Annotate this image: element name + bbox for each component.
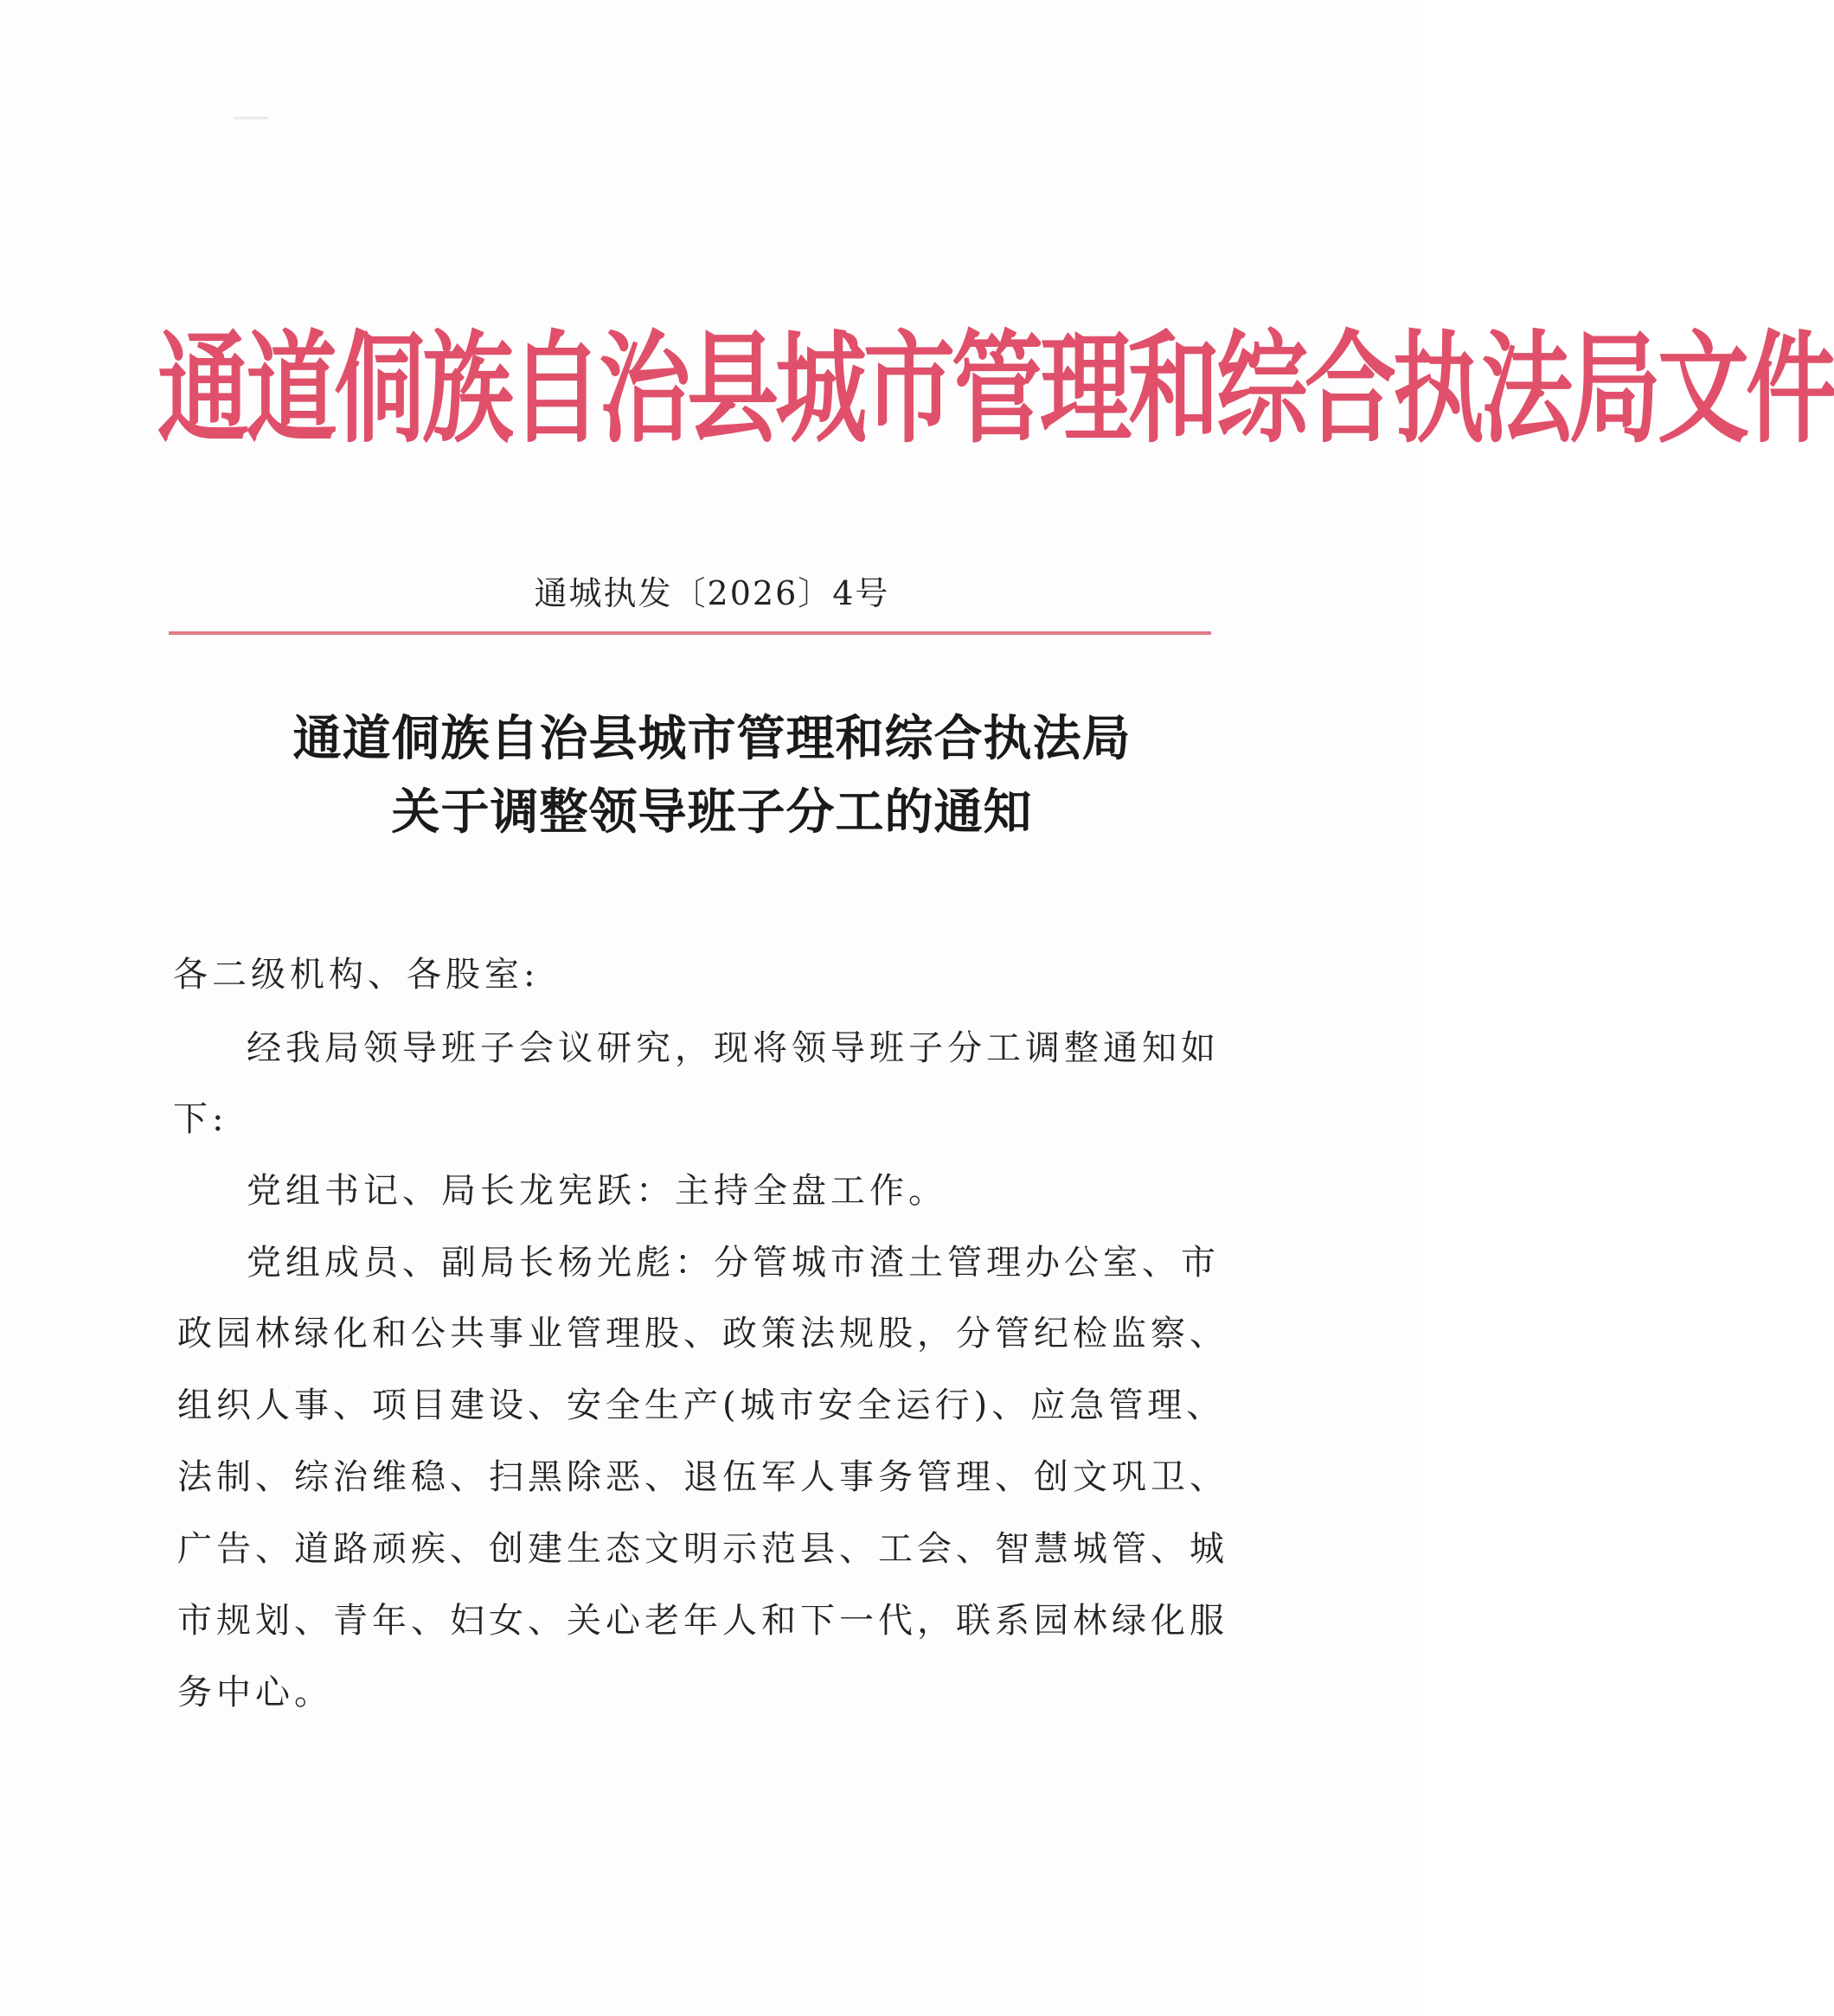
notice-title-line-1: 通道侗族自治县城市管理和综合执法局 [292,710,1132,767]
red-divider-rule [169,631,1211,635]
notice-title-line-2: 关于调整领导班子分工的通知 [391,784,1033,841]
document-number: 通城执发〔2026〕4号 [534,574,890,612]
assignment-deputy-line: 党组成员、副局长杨光彪：分管城市渣土管理办公室、市 [247,1243,1220,1283]
assignment-deputy-line: 广告、道路顽疾、创建生态文明示范县、工会、智慧城管、城 [177,1529,1228,1569]
assignment-deputy-line: 法制、综治维稳、扫黑除恶、退伍军人事务管理、创文巩卫、 [177,1457,1228,1497]
salutation: 各二级机构、各股室: [173,955,540,995]
intro-paragraph-line-1: 经我局领导班子会议研究，现将领导班子分工调整通知如 [247,1028,1220,1068]
intro-paragraph-line-2: 下: [173,1099,228,1139]
assignment-deputy-line: 政园林绿化和公共事业管理股、政策法规股，分管纪检监察、 [177,1314,1228,1354]
assignment-deputy-line: 市规划、青年、妇女、关心老年人和下一代，联系园林绿化服 [177,1601,1228,1641]
red-masthead: 通道侗族自治县城市管理和综合执法局文件 [157,318,1834,460]
assignment-director: 党组书记、局长龙宪跃：主持全盘工作。 [247,1171,947,1211]
scan-mark [234,117,268,119]
assignment-deputy-line: 组织人事、项目建设、安全生产(城市安全运行)、应急管理、 [177,1386,1226,1425]
assignment-deputy-line: 务中心。 [177,1673,333,1712]
